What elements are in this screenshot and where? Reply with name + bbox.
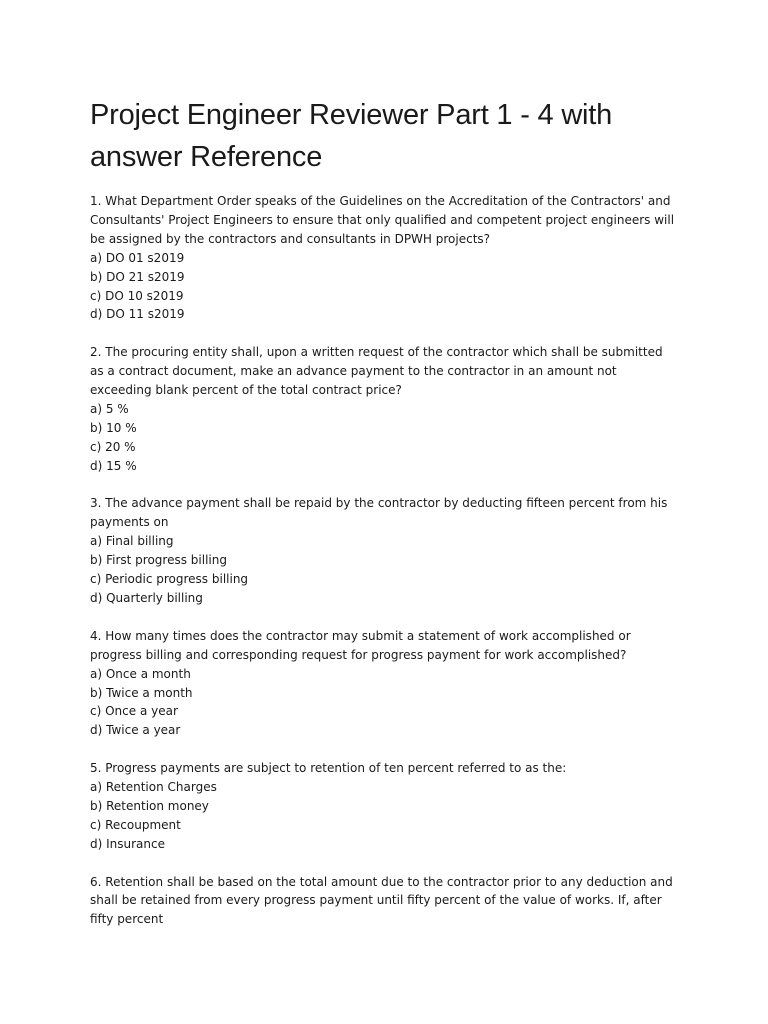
answer-option-c: c) Once a year [90,704,178,719]
question-1 [90,192,678,324]
question-text: 1. What Department Order speaks of the Guidelines on the Accreditation of the Contractors' and Consultants' Project Engineers to ensure that only qualified and competent project engineers will be assigned by the contractors and consultants in DPWH projects? [90,194,675,246]
answer-options [90,778,678,854]
question-text: 4. How many times does the contractor may submit a statement of work accomplished or progress billing and corresponding request for progress payment for work accomplished? [90,628,631,662]
question-4 [90,627,678,740]
answer-option-d: d) Twice a year [90,723,181,738]
question-5 [90,759,678,854]
question-6 [90,873,678,930]
answer-options [90,665,678,741]
answer-option-b: b) 10 % [90,420,137,435]
answer-option-d: d) 15 % [90,458,137,473]
answer-option-c: c) 20 % [90,439,136,454]
answer-option-c: c) Periodic progress billing [90,572,249,587]
answer-option-c: c) Recoupment [90,817,181,832]
answer-options [90,532,678,608]
question-text: 5. Progress payments are subject to retention of ten percent referred to as the: [90,761,567,776]
answer-option-a: a) Retention Charges [90,780,217,795]
answer-option-a: a) Once a month [90,666,191,681]
answer-option-d: d) Quarterly billing [90,591,203,605]
question-text: 2. The procuring entity shall, upon a written request of the contractor which shall be submitted as a contract document, make an advance payment to the contractor in an amount not exceeding blank percent of the total contract price? [90,345,663,398]
answer-option-b: b) Twice a month [90,685,193,700]
answer-options [90,249,678,325]
answer-option-b: b) Retention money [90,798,209,813]
question-2 [90,343,678,475]
answer-option-a: a) Final billing [90,534,174,549]
answer-option-b: b) DO 21 s2019 [90,269,185,284]
answer-option-d: d) Insurance [90,836,165,851]
answer-option-c: c) DO 10 s2019 [90,288,184,303]
question-text: 6. Retention shall be based on the total amount due to the contractor prior to any deduction and shall be retained from every progress payment until fifty percent of the value of works. If, after fifty percent [90,874,673,927]
question-3 [90,494,678,607]
answer-option-a: a) 5 % [90,401,129,416]
question-text: 3. The advance payment shall be repaid by the contractor by deducting fifteen percent from his payments on [90,496,668,530]
document-title: Project Engineer Reviewer Part 1 - 4 with answer Reference [90,99,613,173]
question-list [90,192,678,948]
answer-option-d: d) DO 11 s2019 [90,307,185,322]
answer-option-b: b) First progress billing [90,553,227,568]
answer-option-a: a) DO 01 s2019 [90,250,185,265]
answer-options [90,400,678,476]
